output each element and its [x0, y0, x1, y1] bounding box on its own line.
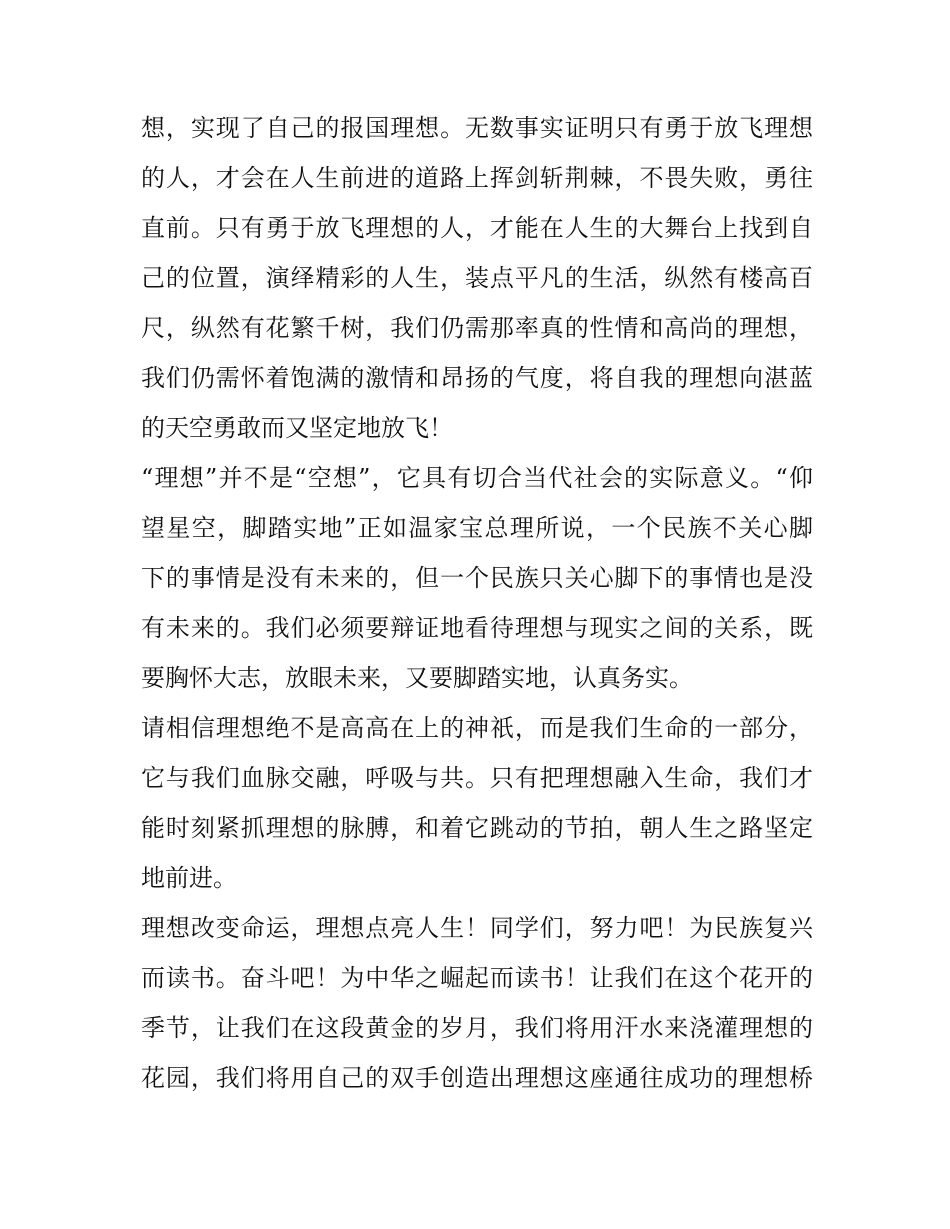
text-line: 要胸怀大志，放眼未来，又要脚踏实地，认真务实。: [141, 664, 693, 692]
text-line: 的天空勇敢而又坚定地放飞！: [141, 414, 453, 442]
text-line: 它与我们血脉交融，呼吸与共。只有把理想融入生命，我们才: [141, 764, 813, 792]
text-line: 理想改变命运，理想点亮人生！同学们，努力吧！为民族复兴: [141, 914, 813, 942]
text-line: 花园，我们将用自己的双手创造出理想这座通往成功的理想桥: [141, 1064, 813, 1092]
text-line: “理想”并不是“空想”，它具有切合当代社会的实际意义。“仰: [141, 464, 813, 492]
text-line: 地前进。: [141, 864, 237, 892]
text-line: 而读书。奋斗吧！为中华之崛起而读书！让我们在这个花开的: [141, 964, 813, 992]
text-line: 季节，让我们在这段黄金的岁月，我们将用汗水来浇灌理想的: [141, 1014, 813, 1042]
text-line: 的人，才会在人生前进的道路上挥剑斩荆棘，不畏失败，勇往: [141, 164, 813, 192]
text-line: 下的事情是没有未来的，但一个民族只关心脚下的事情也是没: [141, 564, 813, 592]
text-line: 能时刻紧抓理想的脉膊，和着它跳动的节拍，朝人生之路坚定: [141, 814, 813, 842]
text-line: 己的位置，演绎精彩的人生，装点平凡的生活，纵然有楼高百: [141, 264, 813, 292]
text-line: 我们仍需怀着饱满的激情和昂扬的气度，将自我的理想向湛蓝: [141, 364, 813, 392]
text-line: 尺，纵然有花繁千树，我们仍需那率真的性情和高尚的理想，: [141, 314, 813, 342]
document-body: [141, 103, 813, 1103]
text-line: 想，实现了自己的报国理想。无数事实证明只有勇于放飞理想: [141, 114, 813, 142]
text-line: 望星空，脚踏实地”正如温家宝总理所说，一个民族不关心脚: [141, 514, 813, 542]
text-line: 有未来的。我们必须要辩证地看待理想与现实之间的关系，既: [141, 614, 813, 642]
text-line: 直前。只有勇于放飞理想的人，才能在人生的大舞台上找到自: [141, 214, 813, 242]
text-line: 请相信理想绝不是高高在上的神祇，而是我们生命的一部分，: [141, 714, 813, 742]
